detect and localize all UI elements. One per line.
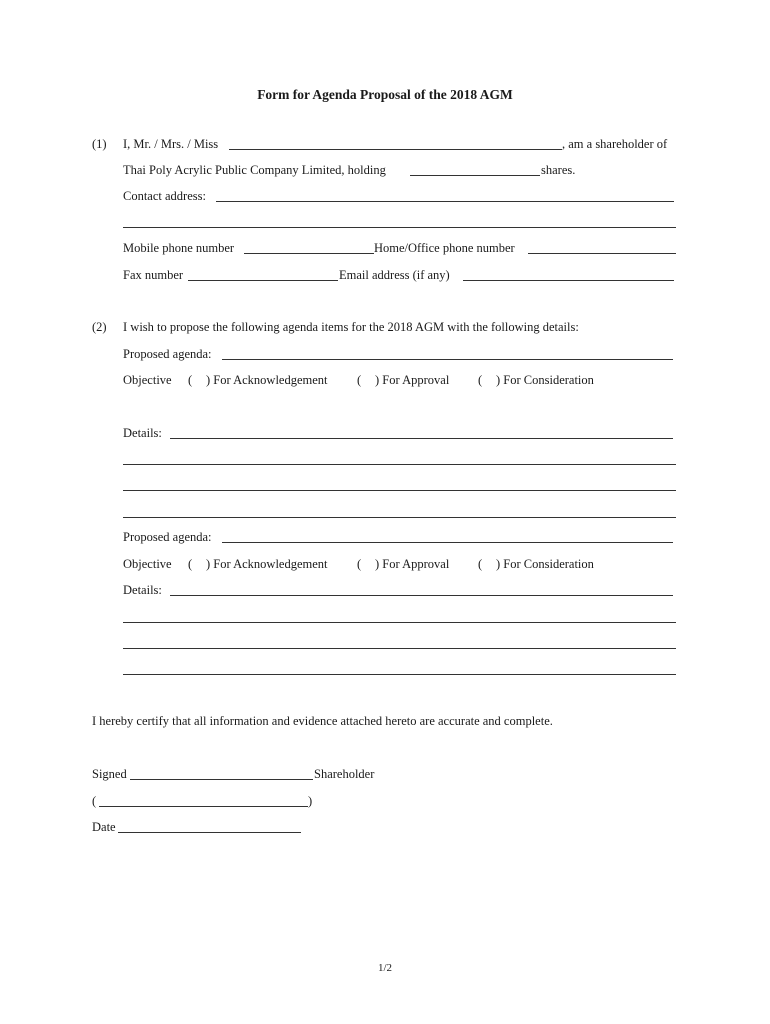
company-label: Thai Poly Acrylic Public Company Limited, holding [123,163,386,177]
mobile-phone-field[interactable] [244,253,374,254]
objective-2-consideration-label: ) For Consideration [496,557,594,571]
details-1-field-line-4[interactable] [123,517,676,518]
section-2-intro: I wish to propose the following agenda items for the 2018 AGM with the following details: [123,320,579,334]
objective-2-ack-checkbox[interactable]: ( [188,557,193,571]
email-field[interactable] [463,280,674,281]
shareholder-label: Shareholder [314,767,375,781]
objective-2-ack-label: ) For Acknowledgement [206,557,328,571]
mobile-phone-label: Mobile phone number [123,241,235,255]
page-title: Form for Agenda Proposal of the 2018 AGM [257,87,513,102]
printed-name-close-paren: ) [308,794,313,808]
objective-1-label: Objective [123,373,172,387]
details-1-field-line-2[interactable] [123,464,676,465]
email-label: Email address (if any) [339,268,450,282]
details-2-field-line-3[interactable] [123,648,676,649]
objective-2-approval-label: ) For Approval [375,557,450,571]
objective-1-consideration-checkbox[interactable]: ( [478,373,483,387]
objective-1-ack-label: ) For Acknowledgement [206,373,328,387]
details-2-label: Details: [123,583,162,597]
proposed-agenda-2-field[interactable] [222,542,673,543]
home-office-phone-field[interactable] [528,253,676,254]
objective-1-consideration-label: ) For Consideration [496,373,594,387]
details-1-label: Details: [123,426,162,440]
signed-label: Signed [92,767,127,781]
proposed-agenda-2-label: Proposed agenda: [123,530,212,544]
details-1-field[interactable] [170,438,673,439]
objective-1-ack-checkbox[interactable]: ( [188,373,193,387]
signature-field[interactable] [130,779,313,780]
objective-1-approval-checkbox[interactable]: ( [357,373,362,387]
date-label: Date [92,820,116,834]
printed-name-open-paren: ( [92,794,97,808]
section-1-number: (1) [92,137,107,151]
printed-name-field[interactable] [99,806,308,807]
page-number: 1/2 [377,962,393,974]
proposed-agenda-1-field[interactable] [222,359,673,360]
certification-statement: I hereby certify that all information and evidence attached hereto are accurate and complete. [92,714,553,728]
objective-2-label: Objective [123,557,172,571]
details-2-field[interactable] [170,595,673,596]
objective-2-approval-checkbox[interactable]: ( [357,557,362,571]
shares-label: shares. [541,163,576,177]
fax-label: Fax number [123,268,184,282]
details-2-field-line-4[interactable] [123,674,676,675]
contact-address-field[interactable] [216,201,674,202]
home-office-phone-label: Home/Office phone number [374,241,515,255]
fax-field[interactable] [188,280,338,281]
contact-address-label: Contact address: [123,189,206,203]
name-field[interactable] [229,149,562,150]
details-2-field-line-2[interactable] [123,622,676,623]
shares-field[interactable] [410,175,540,176]
shareholder-of-text: , am a shareholder of [562,137,668,151]
objective-2-consideration-checkbox[interactable]: ( [478,557,483,571]
section-2-number: (2) [92,320,107,334]
proposed-agenda-1-label: Proposed agenda: [123,347,212,361]
objective-1-approval-label: ) For Approval [375,373,450,387]
contact-address-field-line-2[interactable] [123,227,676,228]
details-1-field-line-3[interactable] [123,490,676,491]
name-label: I, Mr. / Mrs. / Miss [123,137,219,151]
date-field[interactable] [118,832,301,833]
